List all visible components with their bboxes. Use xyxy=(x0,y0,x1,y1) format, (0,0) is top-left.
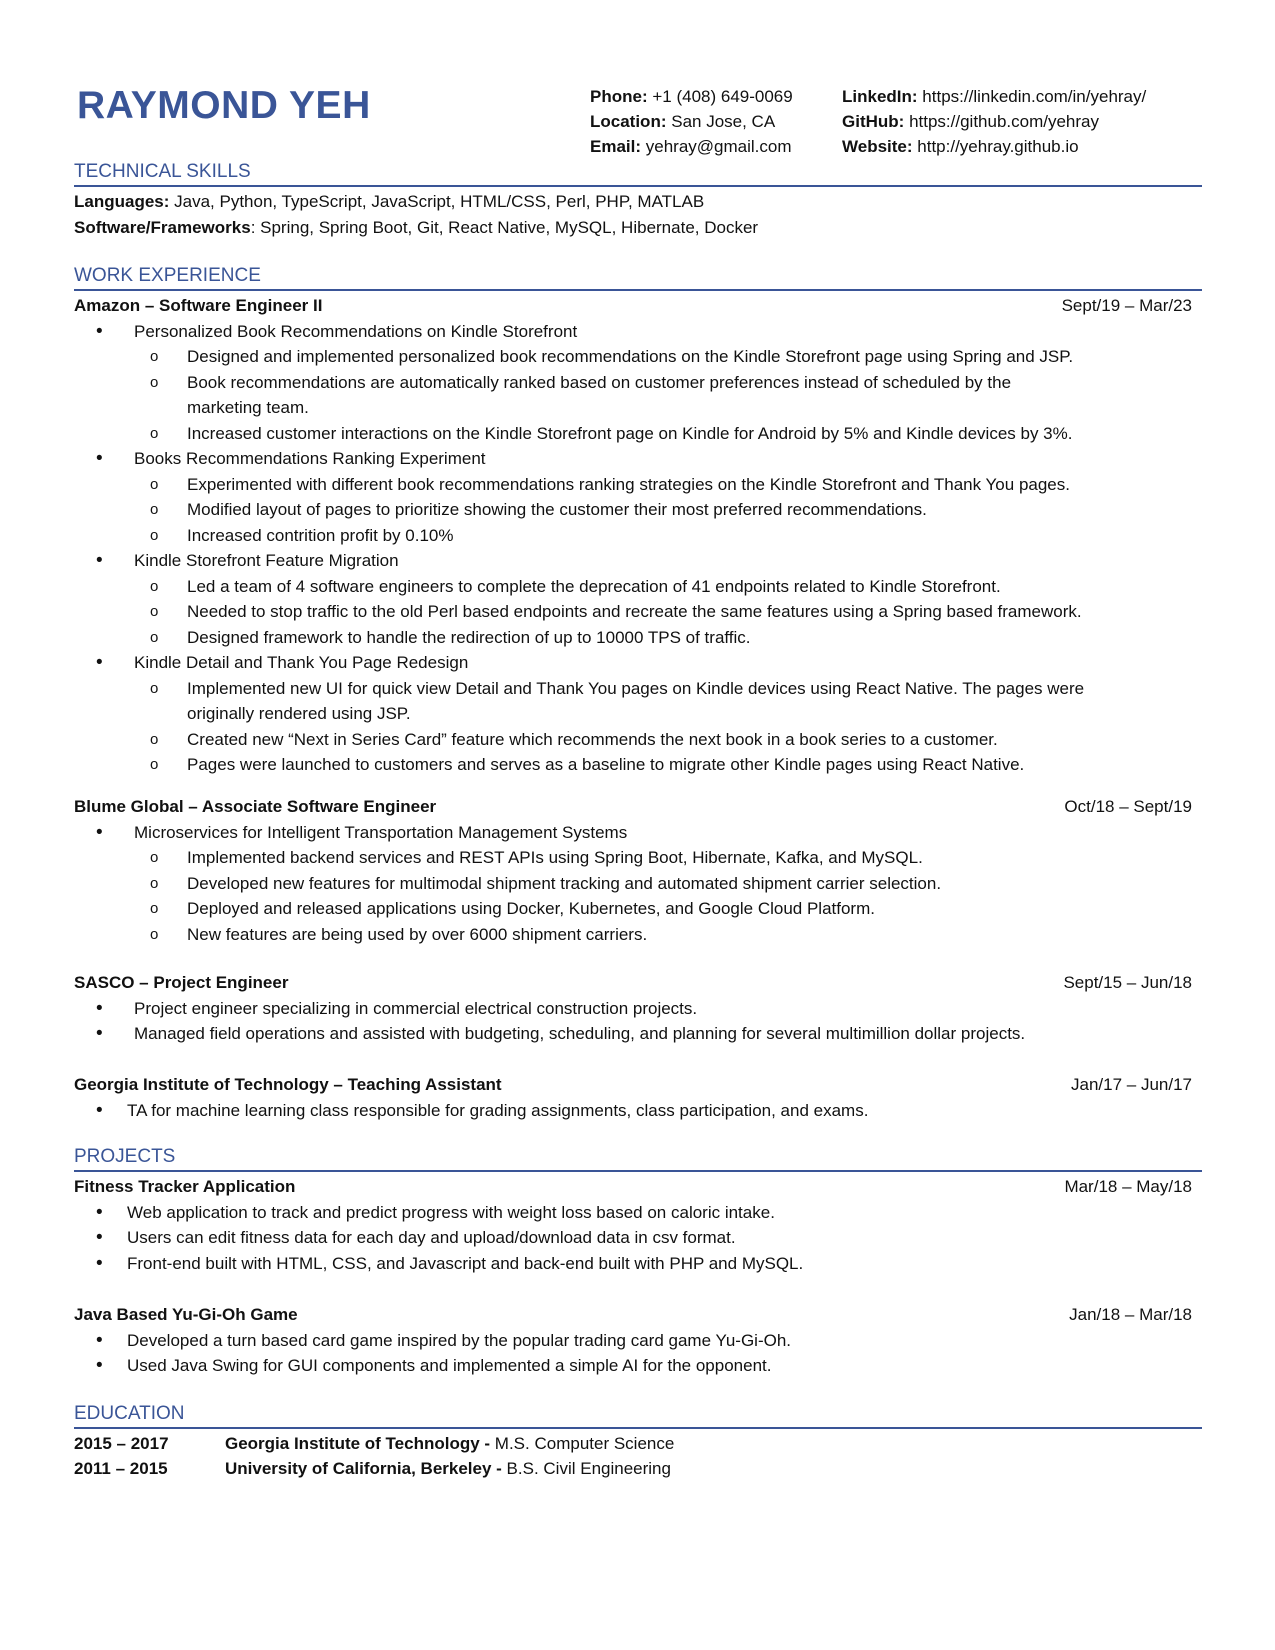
languages-line: Languages: Java, Python, TypeScript, JavaScript, HTML/CSS, Perl, PHP, MATLAB xyxy=(74,192,705,211)
list-item: o Deployed and released applications using Docker, Kubernetes, and Google Cloud Platform. xyxy=(74,896,1202,922)
job-heading: Amazon – Software Engineer II Sept/19 – Mar/23 xyxy=(74,293,1202,319)
list-item: o Led a team of 4 software engineers to complete the deprecation of 41 endpoints related to Kindle Storefront. xyxy=(74,574,1202,600)
list-item: o Modified layout of pages to prioritize showing the customer their most preferred recommendations. xyxy=(74,497,1202,523)
section-work-experience: WORK EXPERIENCE xyxy=(74,264,1202,291)
location-value: San Jose, CA xyxy=(671,112,776,131)
list-item: • Developed a turn based card game inspired by the popular trading card game Yu-Gi-Oh. xyxy=(74,1328,1202,1354)
education-row xyxy=(74,1431,1202,1456)
phone-value: +1 (408) 649-0069 xyxy=(652,87,793,106)
project-dates: Mar/18 – May/18 xyxy=(1064,1177,1192,1196)
list-item: o Increased customer interactions on the Kindle Storefront page on Kindle for Android by 5% and Kindle devices by 3%. xyxy=(74,421,1202,447)
list-item: • Project engineer specializing in commercial electrical construction projects. xyxy=(74,996,1202,1022)
list-item: o Designed framework to handle the redirection of up to 10000 TPS of traffic. xyxy=(74,625,1202,651)
job-dates: Jan/17 – Jun/17 xyxy=(1071,1075,1192,1094)
list-item: o Designed and implemented personalized book recommendations on the Kindle Storefront page using Spring and JSP. xyxy=(74,344,1202,370)
list-item: o Developed new features for multimodal shipment tracking and automated shipment carrier selection. xyxy=(74,871,1202,897)
list-item: • Users can edit fitness data for each day and upload/download data in csv format. xyxy=(74,1225,1202,1251)
website-link[interactable]: http://yehray.github.io xyxy=(917,137,1079,156)
project-dates: Jan/18 – Mar/18 xyxy=(1069,1305,1192,1324)
job-heading: SASCO – Project Engineer Sept/15 – Jun/18 xyxy=(74,970,1202,996)
project-heading: Java Based Yu-Gi-Oh Game Jan/18 – Mar/18 xyxy=(74,1302,1202,1328)
location-row: Location: San Jose, CA xyxy=(590,112,776,131)
list-item: o Created new “Next in Series Card” feature which recommends the next book in a book series to a customer. xyxy=(74,727,1202,753)
section-education: EDUCATION xyxy=(74,1402,1202,1429)
list-item: o Implemented backend services and REST APIs using Spring Boot, Hibernate, Kafka, and MySQL. xyxy=(74,845,1202,871)
project-heading: Fitness Tracker Application Mar/18 – May/18 xyxy=(74,1174,1202,1200)
list-item: • Personalized Book Recommendations on Kindle Storefront xyxy=(74,319,1202,345)
education-school: Georgia Institute of Technology - xyxy=(225,1434,491,1453)
list-item: • Front-end built with HTML, CSS, and Javascript and back-end built with PHP and MySQL. xyxy=(74,1251,1202,1277)
list-item: o Implemented new UI for quick view Detail and Thank You pages on Kindle devices using React Native. The pages were xyxy=(74,676,1202,702)
list-item: • Used Java Swing for GUI components and implemented a simple AI for the opponent. xyxy=(74,1353,1202,1379)
education-degree: M.S. Computer Science xyxy=(490,1434,675,1453)
contact-left-column xyxy=(590,84,793,159)
list-item: o Needed to stop traffic to the old Perl based endpoints and recreate the same features using a Spring based framework. xyxy=(74,599,1202,625)
list-item-continued: originally rendered using JSP. xyxy=(187,704,411,723)
list-item: • Web application to track and predict progress with weight loss based on caloric intake. xyxy=(74,1200,1202,1226)
phone-row: Phone: +1 (408) 649-0069 xyxy=(590,87,793,106)
list-item: • Microservices for Intelligent Transportation Management Systems xyxy=(74,820,1202,846)
list-item: • Books Recommendations Ranking Experiment xyxy=(74,446,1202,472)
section-technical-skills: TECHNICAL SKILLS xyxy=(74,160,1202,187)
education-row xyxy=(74,1456,1202,1481)
project-yugioh-game xyxy=(74,1302,1202,1379)
job-sasco xyxy=(74,970,1202,1047)
job-dates: Oct/18 – Sept/19 xyxy=(1064,797,1192,816)
github-row: GitHub: https://github.com/yehray xyxy=(842,112,1099,131)
job-dates: Sept/19 – Mar/23 xyxy=(1061,296,1192,315)
education-years: 2011 – 2015 xyxy=(74,1459,168,1478)
job-amazon xyxy=(74,293,1202,778)
list-item: • TA for machine learning class responsible for grading assignments, class participation, and exams. xyxy=(74,1098,1202,1124)
job-heading: Georgia Institute of Technology – Teaching Assistant Jan/17 – Jun/17 xyxy=(74,1072,1202,1098)
list-item: • Kindle Storefront Feature Migration xyxy=(74,548,1202,574)
linkedin-link[interactable]: https://linkedin.com/in/yehray/ xyxy=(922,87,1147,106)
contact-right-column xyxy=(842,84,1146,159)
job-heading: Blume Global – Associate Software Engineer Oct/18 – Sept/19 xyxy=(74,794,1202,820)
job-blume-global xyxy=(74,794,1202,947)
education-years: 2015 – 2017 xyxy=(74,1434,169,1453)
education-school: University of California, Berkeley - xyxy=(225,1459,502,1478)
education-degree: B.S. Civil Engineering xyxy=(501,1459,671,1478)
list-item: o New features are being used by over 6000 shipment carriers. xyxy=(74,922,1202,948)
list-item: o Experimented with different book recommendations ranking strategies on the Kindle Storefront and Thank You pages. xyxy=(74,472,1202,498)
job-dates: Sept/15 – Jun/18 xyxy=(1063,973,1192,992)
list-item: o Increased contrition profit by 0.10% xyxy=(74,523,1202,549)
email-value[interactable]: yehray@gmail.com xyxy=(645,137,792,156)
list-item: o Pages were launched to customers and serves as a baseline to migrate other Kindle pages using React Native. xyxy=(74,752,1202,778)
list-item: • Kindle Detail and Thank You Page Redesign xyxy=(74,650,1202,676)
skills-block xyxy=(74,189,1202,240)
email-row: Email: yehray@gmail.com xyxy=(590,137,792,156)
candidate-name: RAYMOND YEH xyxy=(77,84,371,127)
list-item: • Managed field operations and assisted with budgeting, scheduling, and planning for several multimillion dollar projects. xyxy=(74,1021,1202,1047)
list-item-continued: marketing team. xyxy=(187,398,309,417)
list-item: o Book recommendations are automatically ranked based on customer preferences instead of scheduled by the xyxy=(74,370,1202,396)
project-fitness-tracker xyxy=(74,1174,1202,1276)
frameworks-line: Software/Frameworks: Spring, Spring Boot, Git, React Native, MySQL, Hibernate, Docker xyxy=(74,217,759,237)
section-projects: PROJECTS xyxy=(74,1145,1202,1172)
linkedin-row: LinkedIn: https://linkedin.com/in/yehray/ xyxy=(842,87,1147,106)
education-block xyxy=(74,1431,1202,1481)
github-link[interactable]: https://github.com/yehray xyxy=(909,112,1099,131)
website-row: Website: http://yehray.github.io xyxy=(842,137,1079,156)
job-georgia-tech-ta xyxy=(74,1072,1202,1123)
